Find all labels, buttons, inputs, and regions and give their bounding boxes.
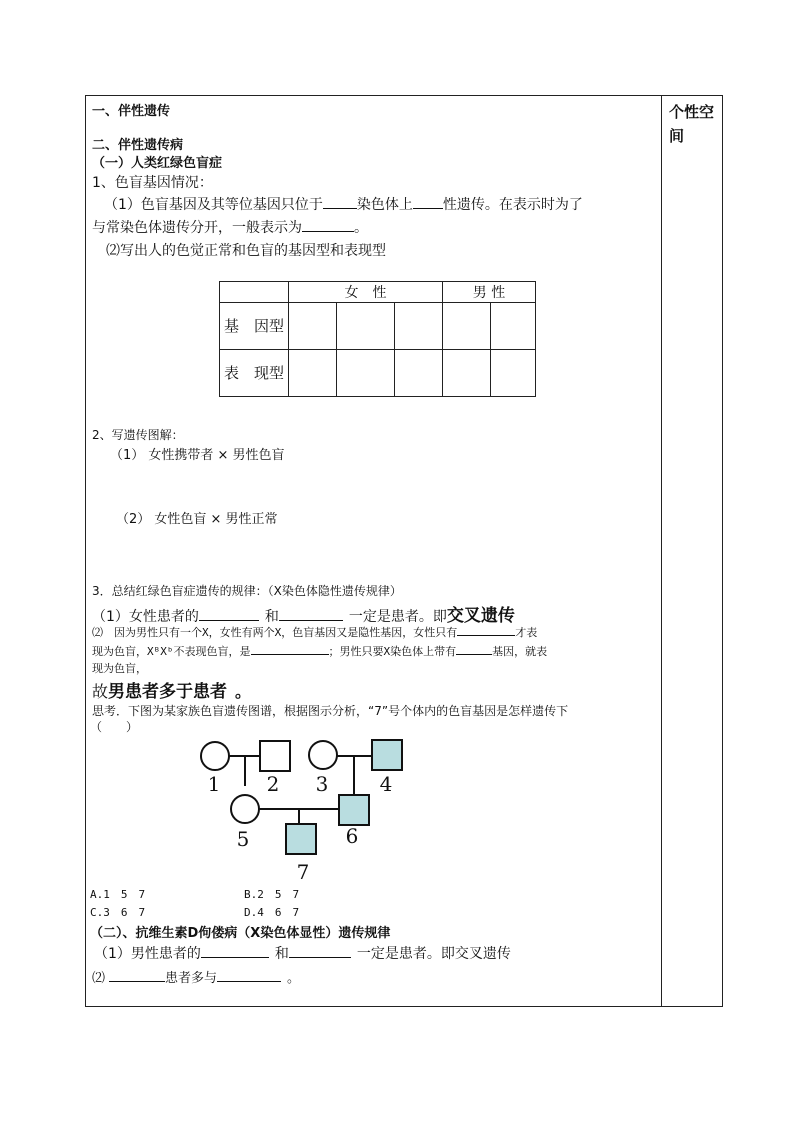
q1-1-text-b: 染色体上 xyxy=(356,197,413,213)
subsection-colorblind: （一）人类红绿色盲症 xyxy=(92,156,223,171)
individual-6-male-affected xyxy=(339,795,369,825)
pedigree-label-3: 3 xyxy=(315,772,329,796)
q3-2-text-e: 基因，就表 xyxy=(492,645,548,658)
q3-2-text-c: 现为色盲，XᴮXᵇ不表现色盲，是 xyxy=(92,645,251,658)
pedigree-label-1: 1 xyxy=(207,772,221,796)
blank-q3-1b[interactable] xyxy=(279,608,343,621)
blank-q3-2a[interactable] xyxy=(457,623,515,636)
question-1-title: 1、色盲基因情况： xyxy=(92,175,213,191)
section-sex-linked: 一、伴性遗传 xyxy=(92,104,171,119)
cell-phenotype-m1[interactable] xyxy=(443,350,491,397)
blank-inheritance[interactable] xyxy=(413,196,443,209)
individual-2-male xyxy=(260,741,290,771)
option-d[interactable]: D.4 6 7 xyxy=(244,906,300,919)
question-3-3 xyxy=(92,677,251,702)
q1-1-text-d: 与常染色体遗传分开，一般表示为 xyxy=(92,220,302,236)
q3-1-cross-inheritance: 交叉遗传 xyxy=(446,606,515,626)
column-divider xyxy=(661,96,662,1006)
individual-3-female xyxy=(309,741,337,769)
question-1-2: ⑵写出人的色觉正常和色盲的基因型和表现型 xyxy=(106,243,386,259)
individual-4-male-affected xyxy=(372,740,402,770)
question-2-2: （2） 女性色盲 × 男性正常 xyxy=(116,512,278,527)
blank-q3-1a[interactable] xyxy=(199,608,259,621)
row-phenotype-label: 表 现型 xyxy=(220,350,289,397)
blank-s2-1a[interactable] xyxy=(201,945,269,958)
blank-s2-2b[interactable] xyxy=(217,969,281,982)
q3-3-conclusion: 男患者多于患者 xyxy=(108,682,228,702)
cell-phenotype-f1[interactable] xyxy=(289,350,337,397)
header-male: 男 性 xyxy=(443,282,536,303)
individual-7-male-affected xyxy=(286,824,316,854)
individual-1-female xyxy=(201,742,229,770)
section2-question-2 xyxy=(92,967,300,986)
question-3-2-line2 xyxy=(92,642,547,659)
table-corner xyxy=(220,282,289,303)
question-2-1: （1） 女性携带者 × 男性色盲 xyxy=(110,448,285,463)
q3-2-text-d: ；男性只要X染色体上带有 xyxy=(328,645,457,658)
cell-genotype-f3[interactable] xyxy=(395,303,443,350)
q3-3-text-c: 。 xyxy=(235,682,252,701)
s2-2-text-c: 。 xyxy=(287,971,301,986)
s2-1-text-c: 一定是患者。即交叉遗传 xyxy=(356,946,511,962)
subsection-rickets: （二）、抗维生素D佝偻病（X染色体显性）遗传规律 xyxy=(90,926,391,941)
question-3-2-line3: 现为色盲， xyxy=(92,662,147,675)
think-answer-bracket: （ ） xyxy=(90,720,139,734)
cell-genotype-m1[interactable] xyxy=(443,303,491,350)
q3-2-text-a: ⑵ 因为男性只有一个X，女性有两个X，色盲基因又是隐性基因，女性只有 xyxy=(92,626,458,639)
blank-s2-1b[interactable] xyxy=(289,945,351,958)
q3-1-text-c: 一定是患者。即 xyxy=(348,609,447,625)
cell-genotype-f1[interactable] xyxy=(289,303,337,350)
header-female: 女 性 xyxy=(289,282,443,303)
think-question: 思考．下图为某家族色盲遗传图谱，根据图示分析，“7”号个体内的色盲基因是怎样遗传下 xyxy=(92,704,569,718)
question-1-1-line2 xyxy=(92,217,368,237)
q3-2-text-b: 才表 xyxy=(515,626,538,639)
blank-q3-2b[interactable] xyxy=(251,642,329,655)
blank-chromosome[interactable] xyxy=(323,196,357,209)
option-c[interactable]: C.3 6 7 xyxy=(90,906,146,919)
cell-phenotype-f2[interactable] xyxy=(337,350,395,397)
cell-genotype-m2[interactable] xyxy=(491,303,536,350)
question-3-2-line1 xyxy=(92,623,537,640)
cell-phenotype-m2[interactable] xyxy=(491,350,536,397)
section2-question-1 xyxy=(94,943,511,963)
question-1-1-line1 xyxy=(104,194,583,214)
cell-genotype-f2[interactable] xyxy=(337,303,395,350)
blank-q3-2c[interactable] xyxy=(456,642,492,655)
blank-s2-2a[interactable] xyxy=(109,969,165,982)
option-a[interactable]: A.1 5 7 xyxy=(90,888,146,901)
row-genotype-label: 基 因型 xyxy=(220,303,289,350)
q3-1-text-b: 和 xyxy=(264,609,279,625)
pedigree-label-4: 4 xyxy=(379,772,393,796)
pedigree-label-5: 5 xyxy=(236,827,250,851)
q3-3-text-a: 故 xyxy=(92,682,109,701)
question-3-title: 3．总结红绿色盲症遗传的规律：（X染色体隐性遗传规律） xyxy=(92,584,402,598)
pedigree-label-7: 7 xyxy=(296,860,310,884)
s2-1-text-b: 和 xyxy=(274,946,289,962)
side-note-label: 个性空间 xyxy=(669,103,715,145)
q1-1-text-a: （1）色盲基因及其等位基因只位于 xyxy=(104,197,323,213)
individual-5-female xyxy=(231,795,259,823)
question-2-title: 2、写遗传图解： xyxy=(92,428,184,442)
genotype-table xyxy=(219,281,536,397)
s2-2-text-b: 患者多与 xyxy=(165,971,218,986)
section-sex-linked-disease: 二、伴性遗传病 xyxy=(92,138,184,153)
pedigree-label-2: 2 xyxy=(266,772,280,796)
pedigree-diagram xyxy=(195,736,495,886)
s2-1-text-a: （1）男性患者的 xyxy=(94,946,201,962)
q3-1-text-a: （1）女性患者的 xyxy=(92,609,199,625)
q1-1-text-e: 。 xyxy=(354,220,368,236)
s2-2-text-a: ⑵ xyxy=(92,971,106,986)
blank-notation[interactable] xyxy=(302,219,354,232)
q1-1-text-c: 性遗传。在表示时为了 xyxy=(442,197,583,213)
pedigree-label-6: 6 xyxy=(345,824,359,848)
cell-phenotype-f3[interactable] xyxy=(395,350,443,397)
option-b[interactable]: B.2 5 7 xyxy=(244,888,300,901)
